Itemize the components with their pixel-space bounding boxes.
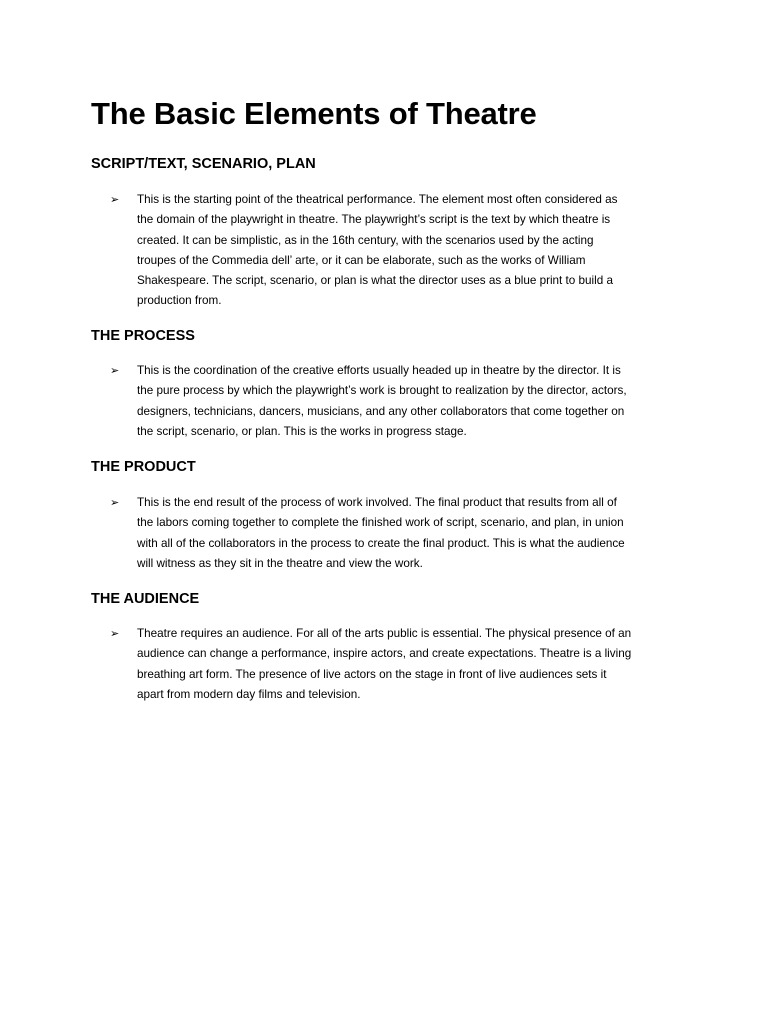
bullet-paragraph <box>137 361 677 442</box>
text-line: the labors coming together to complete the finished work of script, scenario, and plan, in union <box>137 516 624 530</box>
text-line: This is the starting point of the theatrical performance. The element most often considered as <box>137 193 618 206</box>
text-line: the pure process by which the playwright’s work is brought to realization by the director, actors, <box>137 384 627 398</box>
section-heading-script: SCRIPT/TEXT, SCENARIO, PLAN <box>91 156 316 172</box>
arrow-bullet-icon: ➢ <box>110 194 120 206</box>
text-line: will witness as they sit in the theatre and view the work. <box>137 556 423 570</box>
text-line: designers, technicians, dancers, musicians, and any other collaborators that come together on <box>137 404 625 418</box>
text-line: Theatre requires an audience. For all of the arts public is essential. The physical presence of an <box>137 627 632 640</box>
text-line: audience can change a performance, inspire actors, and create expectations. Theatre is a living <box>137 647 632 661</box>
text-line: created. It can be simplistic, as in the 16th century, with the scenarios used by the acting <box>137 233 594 247</box>
text-line: the script, scenario, or plan. This is the works in progress stage. <box>137 424 467 438</box>
text-line: Shakespeare. The script, scenario, or plan is what the director uses as a blue print to build a <box>137 274 613 288</box>
text-line: with all of the collaborators in the process to create the final product. This is what the audience <box>137 536 625 550</box>
section-heading-process: THE PROCESS <box>91 328 195 344</box>
text-line: troupes of the Commedia dell’ arte, or it can be elaborate, such as the works of William <box>137 253 586 267</box>
text-line: This is the end result of the process of work involved. The final product that results from all of <box>137 496 617 509</box>
bullet-paragraph <box>137 190 677 312</box>
section-heading-product: THE PRODUCT <box>91 459 196 475</box>
section-heading-audience: THE AUDIENCE <box>91 591 200 607</box>
bullet-paragraph <box>137 624 677 705</box>
text-line: the domain of the playwright in theatre. The playwright’s script is the text by which theatre is <box>137 213 611 227</box>
document-title: The Basic Elements of Theatre <box>91 96 537 131</box>
text-line: breathing art form. The presence of live actors on the stage in front of live audiences sets it <box>137 667 607 681</box>
text-line: apart from modern day films and television. <box>137 687 361 701</box>
bullet-paragraph <box>137 493 677 574</box>
arrow-bullet-icon: ➢ <box>110 365 120 377</box>
text-line: production from. <box>137 294 222 308</box>
text-line: This is the coordination of the creative efforts usually headed up in theatre by the director. It is <box>137 364 621 377</box>
arrow-bullet-icon: ➢ <box>110 628 120 640</box>
arrow-bullet-icon: ➢ <box>110 497 120 509</box>
